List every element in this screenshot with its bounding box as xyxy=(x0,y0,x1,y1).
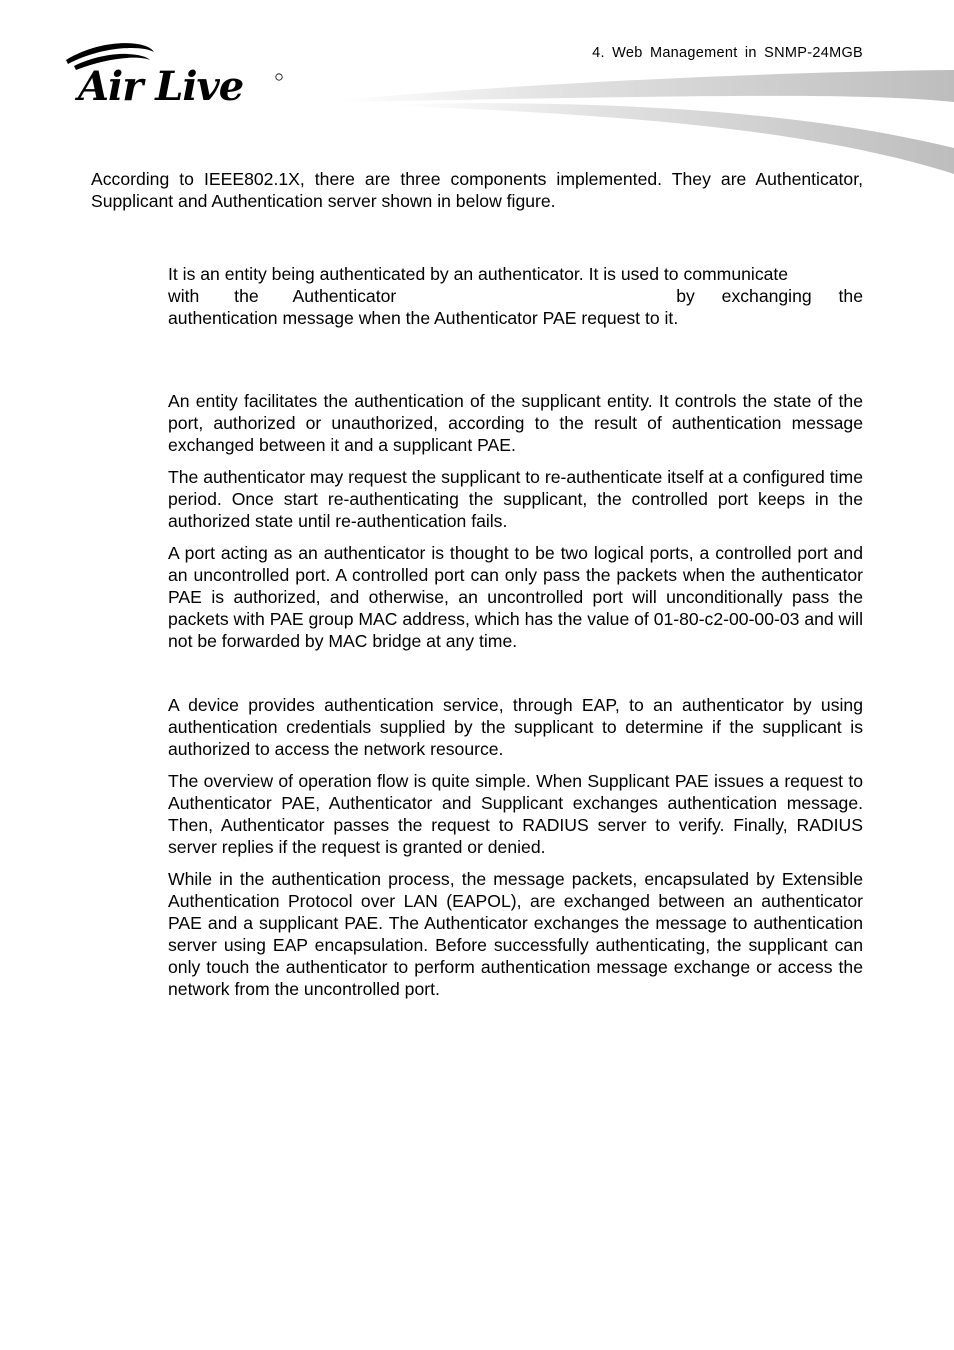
supplicant-line-2-end: by exchanging the xyxy=(676,286,863,306)
supplicant-description xyxy=(168,263,863,329)
authenticator-paragraph-2: The authenticator may request the supplicant to re-authenticate itself at a configured time period. Once start re-authenticating the supplicant, the controlled port keeps in the authorized state until re-authentication fails. xyxy=(168,467,863,531)
supplicant-line-1: It is an entity being authenticated by an authenticator. It is used to communicate xyxy=(168,264,789,284)
header-swoosh xyxy=(340,66,954,178)
auth-server-paragraph-3: While in the authentication process, the message packets, encapsulated by Extensible Authentication Protocol over LAN (EAPOL), are exchanged between an authenticator PAE and a supplicant PAE. The Authenticator exchanges the message to authentication server using EAP encapsulation. Before successfully authenticating, the supplicant can only touch the authenticator to perform authentication message exchange or access the network from the uncontrolled port. xyxy=(168,869,863,999)
registered-mark xyxy=(276,74,282,80)
chapter-reference: 4. Web Management in SNMP-24MGB xyxy=(592,45,863,61)
authenticator-paragraph-3: A port acting as an authenticator is thought to be two logical ports, a controlled port and an uncontrolled port. A controlled port can only pass the packets when the authenticator PAE is authorized, and otherwise, an uncontrolled port will unconditionally pass the packets with PAE group MAC address, which has the value of 01-80-c2-00-00-03 and will not be forwarded by MAC bridge at any time. xyxy=(168,543,863,651)
intro-paragraph: According to IEEE802.1X, there are three components implemented. They are Authenticator, Supplicant and Authentication server shown in below figure. xyxy=(91,169,863,211)
supplicant-line-3: authentication message when the Authenticator PAE request to it. xyxy=(168,308,679,328)
auth-server-paragraph-2: The overview of operation flow is quite simple. When Supplicant PAE issues a request to Authenticator PAE, Authenticator and Supplicant exchanges authentication message. Then, Authenticator passes the request to RADIUS server to verify. Finally, RADIUS server replies if the request is granted or denied. xyxy=(168,771,863,857)
logo-wordmark: Air Live xyxy=(78,63,244,108)
airlive-logo xyxy=(62,40,292,108)
supplicant-line-2-start: with the Authenticator xyxy=(168,286,397,306)
auth-server-paragraph-1: A device provides authentication service, through EAP, to an authenticator by using authentication credentials supplied by the supplicant to determine if the supplicant is authorized to access the network resource. xyxy=(168,695,863,759)
authenticator-paragraph-1: An entity facilitates the authentication of the supplicant entity. It controls the state of the port, authorized or unauthorized, according to the result of authentication message exchanged between it and a supplicant PAE. xyxy=(168,391,863,455)
supplicant-line-2 xyxy=(168,285,863,307)
